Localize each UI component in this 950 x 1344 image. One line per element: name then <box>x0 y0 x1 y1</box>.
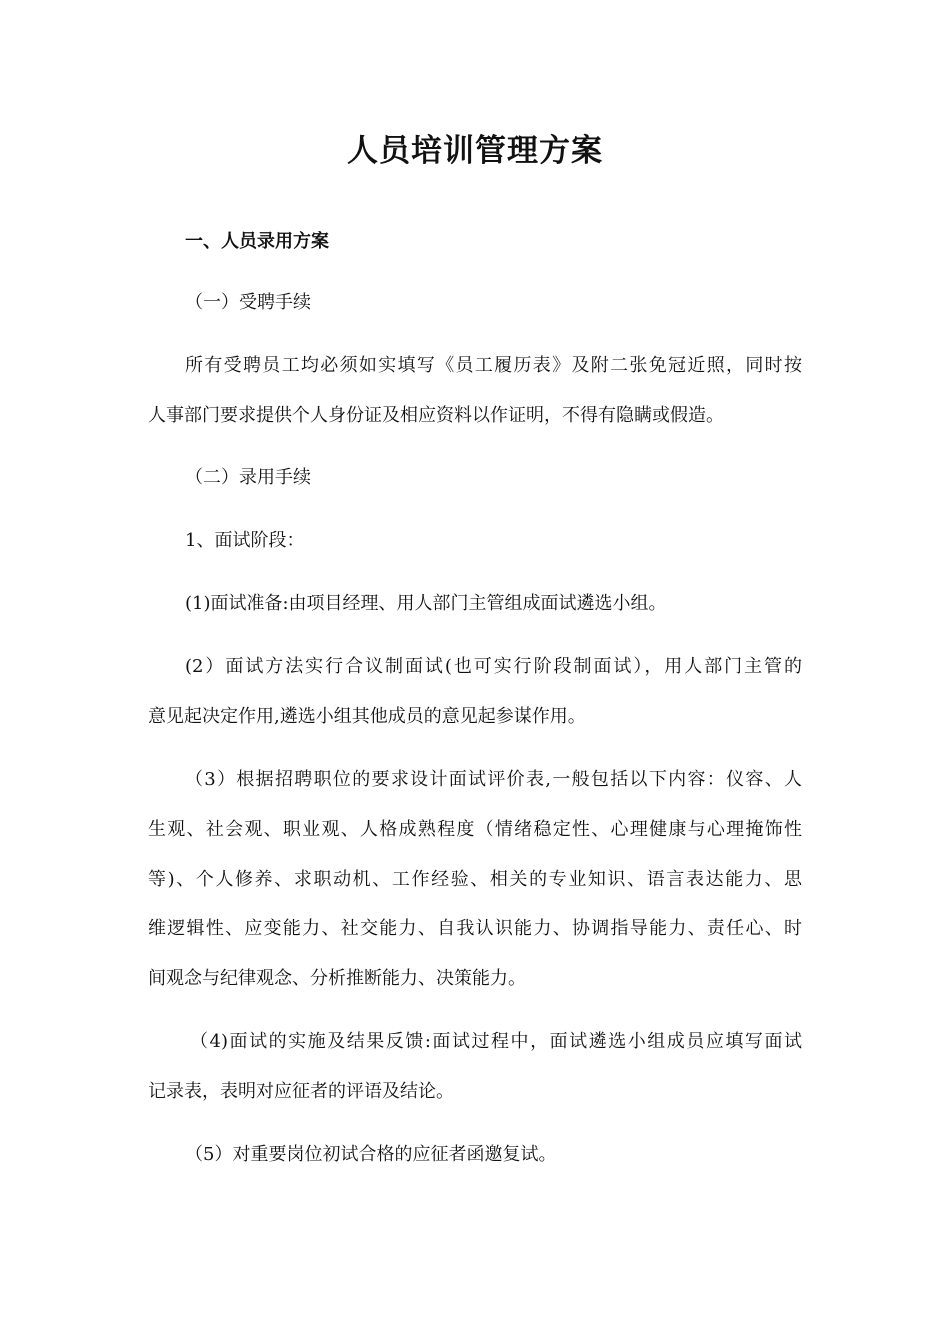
section-heading-recruitment: 一、人员录用方案 <box>185 231 329 252</box>
paragraph-line: （3）根据招聘职位的要求设计面试评价表,一般包括以下内容：仪容、人 <box>185 769 802 790</box>
paragraph-line: 所有受聘员工均必须如实填写《员工履历表》及附二张免冠近照，同时按 <box>185 355 802 376</box>
list-item-interview-stage: 1、面试阶段： <box>185 530 305 551</box>
paragraph-line: 等)、个人修养、求职动机、工作经验、相关的专业知识、语言表达能力、思 <box>148 869 802 890</box>
paragraph-line: 间观念与纪律观念、分析推断能力、决策能力。 <box>148 968 526 989</box>
paragraph-line: 维逻辑性、应变能力、社交能力、自我认识能力、协调指导能力、责任心、时 <box>148 918 802 939</box>
subsection-heading-employment-procedures: （二）录用手续 <box>185 467 311 488</box>
paragraph-line: 记录表，表明对应征者的评语及结论。 <box>148 1081 454 1102</box>
document-title: 人员培训管理方案 <box>347 133 603 169</box>
paragraph-interview-preparation: (1)面试准备:由项目经理、用人部门主管组成面试遴选小组。 <box>185 593 667 614</box>
paragraph-line: （4)面试的实施及结果反馈:面试过程中，面试遴选小组成员应填写面试 <box>190 1031 802 1052</box>
paragraph-line: (2）面试方法实行合议制面试(也可实行阶段制面试），用人部门主管的 <box>185 656 802 677</box>
paragraph-second-interview: （5）对重要岗位初试合格的应征者函邀复试。 <box>185 1144 557 1165</box>
paragraph-line: 生观、社会观、职业观、人格成熟程度（情绪稳定性、心理健康与心理掩饰性 <box>148 819 802 840</box>
paragraph-line: 意见起决定作用,遴选小组其他成员的意见起参谋作用。 <box>148 706 586 727</box>
paragraph-line: 人事部门要求提供个人身份证及相应资料以作证明，不得有隐瞒或假造。 <box>148 405 724 426</box>
subsection-heading-hiring-procedures: （一）受聘手续 <box>185 292 311 313</box>
